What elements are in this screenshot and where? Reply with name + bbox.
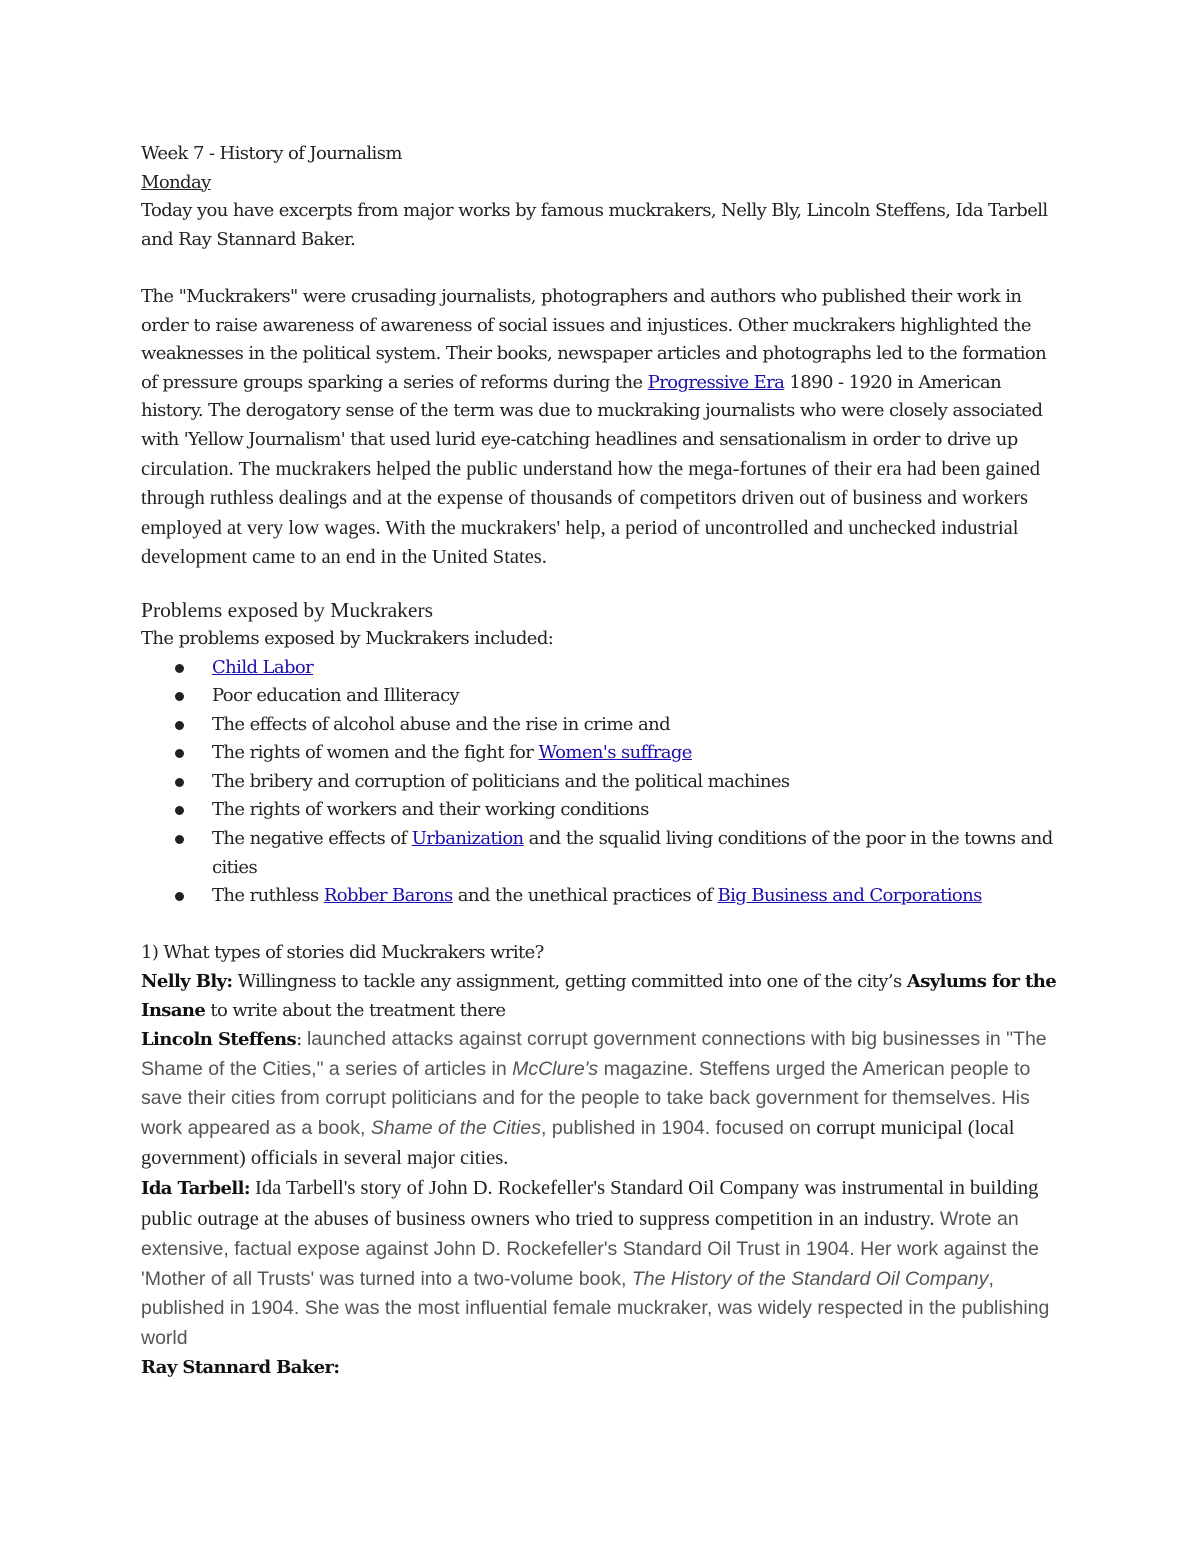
baker-name: Ray Stannard Baker: xyxy=(141,1356,340,1378)
list-item-text: Poor education and Illiteracy xyxy=(212,685,460,707)
tarbell-text-3: , published in 1904. She was the most influential female muckraker, was widely respected in the publishing world xyxy=(141,1267,1050,1349)
steffens-text-3: , published in 1904. focused on xyxy=(540,1117,817,1139)
problems-heading: Problems exposed by Muckrakers xyxy=(141,597,433,622)
bullet-icon xyxy=(175,749,184,758)
steffens-name: Lincoln Steffens xyxy=(141,1029,297,1051)
para1-text-3: circulation. The muckrakers helped the public understand how the mega-fortunes of their era had been gained through ruthless dealings and at the expense of thousands of competitors driven out of business and workers employed at very low wages. With the muckrakers' help, a period of uncontrolled and unchecked industrial development came to an end in the United States. xyxy=(141,457,1041,569)
progressive-era-link[interactable]: Progressive Era xyxy=(647,371,785,393)
problems-lead: The problems exposed by Muckrakers included: xyxy=(141,627,554,649)
spacer xyxy=(141,254,1066,283)
shame-italic: Shame of the Cities xyxy=(370,1117,541,1139)
bullet-icon xyxy=(175,835,184,844)
list-item xyxy=(141,882,1066,911)
day-heading: Monday xyxy=(141,171,211,193)
steffens-text: launched attacks against corrupt government connections with big businesses in "The Shame of the Cities," a series of articles in xyxy=(141,1028,1047,1080)
bullet-icon xyxy=(175,664,184,673)
spacer xyxy=(141,573,1066,595)
nelly-bly-paragraph xyxy=(141,968,1066,1025)
list-item-text: and the unethical practices of xyxy=(452,885,718,907)
urbanization-link[interactable]: Urbanization xyxy=(411,828,524,850)
list-item-text: and the squalid living conditions of the poor in the towns and cities xyxy=(212,828,1053,878)
mcclures-italic: McClure's xyxy=(512,1057,599,1080)
para1-text-2: 1890 - 1920 in American history. The derogatory sense of the term was due to muckraking journalists who were closely associated with 'Yellow Journalism' that used lurid eye-catching headlines and sensationalism in order to drive up xyxy=(141,371,1043,450)
bullet-icon xyxy=(175,892,184,901)
child-labor-link[interactable]: Child Labor xyxy=(212,656,314,678)
tarbell-name: Ida Tarbell: xyxy=(141,1178,250,1200)
bullet-icon xyxy=(175,778,184,787)
list-item xyxy=(141,739,1066,768)
list-item-text: The negative effects of xyxy=(212,828,412,850)
steffens-colon: : xyxy=(296,1029,302,1051)
question-1: 1) What types of stories did Muckrakers write? xyxy=(141,942,544,964)
list-item xyxy=(141,682,1066,711)
problems-list xyxy=(141,654,1066,911)
list-item-text: The ruthless xyxy=(212,885,324,907)
bullet-icon xyxy=(175,806,184,815)
para1-text: The "Muckrakers" were crusading journalists, photographers and authors who published their work in order to raise awareness of awareness of social issues and injustices. Other muckrakers highlighted the weaknesses in the political system. Their books, newspaper articles and photographs led to the formation of pressure groups sparking a series of reforms during the xyxy=(141,285,1047,393)
document-page xyxy=(141,140,1066,1382)
nelly-bly-text-2: to write about the treatment there xyxy=(205,999,506,1021)
list-item-text: The bribery and corruption of politicians and the political machines xyxy=(212,770,790,792)
list-item xyxy=(141,654,1066,683)
list-item-text: The rights of women and the fight for xyxy=(212,742,539,764)
list-item-text: The effects of alcohol abuse and the rise in crime and xyxy=(212,713,671,735)
baker-paragraph xyxy=(141,1354,1066,1383)
robber-barons-link[interactable]: Robber Barons xyxy=(323,885,453,907)
spacer xyxy=(141,911,1066,940)
list-item-text: The rights of workers and their working conditions xyxy=(212,799,649,821)
steffens-text-4: corrupt municipal (local government) officials in several major cities. xyxy=(141,1117,1015,1169)
asylums-bold: Asylums for the Insane xyxy=(141,971,1057,1021)
tarbell-text-2: Wrote an extensive, factual expose against John D. Rockefeller's Standard Oil Trust in 1904. Her work against the 'Mother of all Trusts' was turned into a two-volume book, xyxy=(141,1208,1039,1290)
list-item xyxy=(141,768,1066,797)
history-italic: The History of the Standard Oil Company xyxy=(631,1267,989,1290)
document-title: Week 7 - History of Journalism xyxy=(141,143,402,164)
tarbell-text: Ida Tarbell's story of John D. Rockefeller's Standard Oil Company was instrumental in building public outrage at the abuses of business owners who tried to suppress competition in an industry. xyxy=(141,1177,1039,1231)
big-business-link[interactable]: Big Business and Corporations xyxy=(717,885,982,907)
bullet-icon xyxy=(175,692,184,701)
womens-suffrage-link[interactable]: Women's suffrage xyxy=(538,742,692,764)
list-item xyxy=(141,796,1066,825)
nelly-bly-text: Willingness to tackle any assignment, getting committed into one of the city’s xyxy=(232,971,907,993)
muckrakers-paragraph xyxy=(141,283,1066,573)
steffens-paragraph xyxy=(141,1025,1066,1173)
list-item xyxy=(141,711,1066,740)
nelly-bly-name: Nelly Bly: xyxy=(141,971,233,993)
steffens-text-2: magazine. Steffens urged the American people to save their cities from corrupt politicians and for the people to take back government for themselves. His work appeared as a book, xyxy=(141,1057,1031,1139)
intro-paragraph: Today you have excerpts from major works by famous muckrakers, Nelly Bly, Lincoln Steffens, Ida Tarbell and Ray Stannard Baker. xyxy=(141,200,1048,250)
list-item xyxy=(141,825,1066,882)
tarbell-paragraph xyxy=(141,1173,1066,1353)
bullet-icon xyxy=(175,721,184,730)
